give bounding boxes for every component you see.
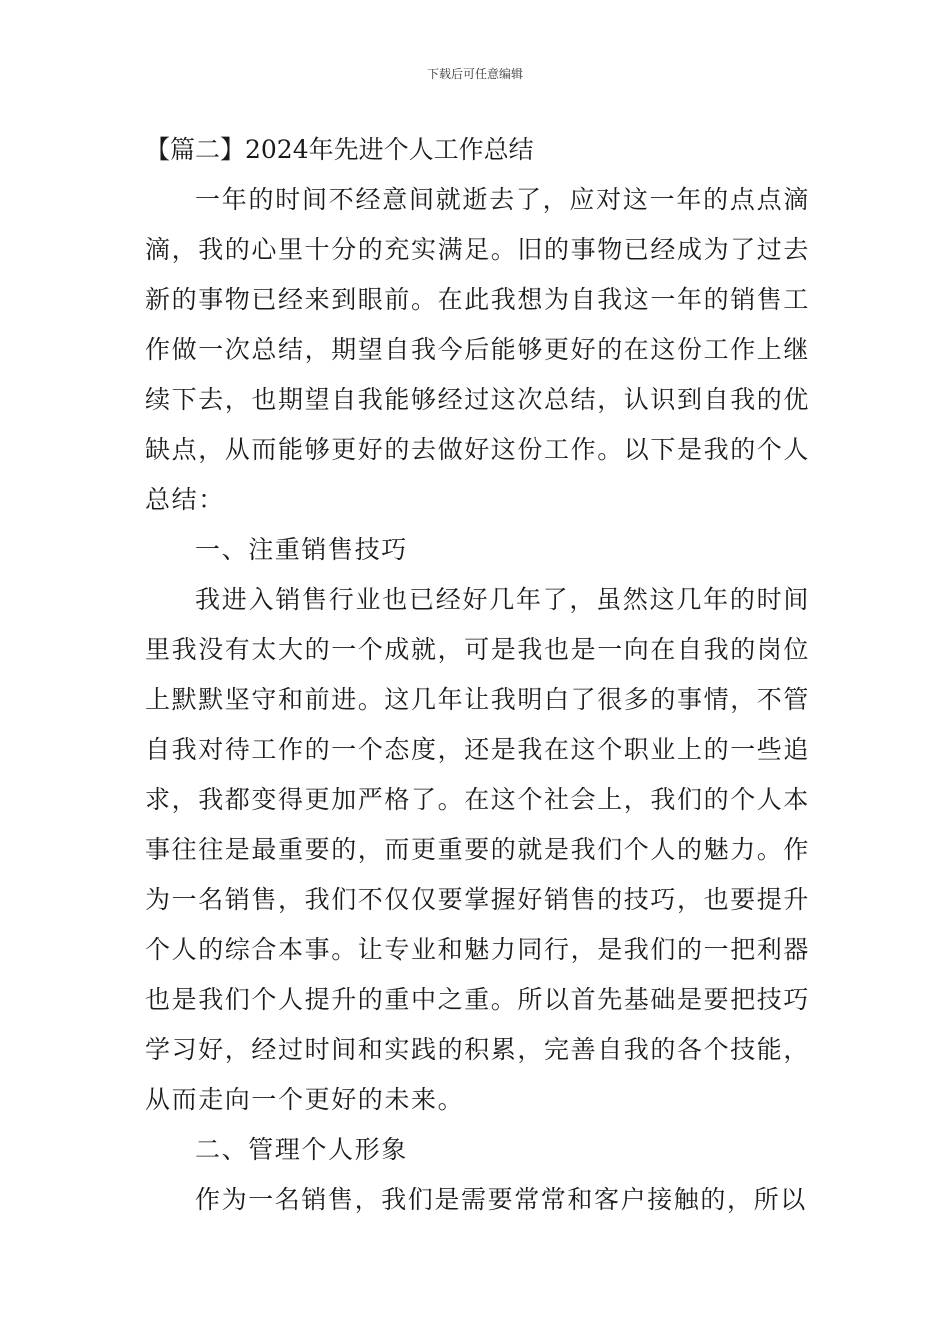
section-paragraph-personal-image: 作为一名销售，我们是需要常常和客户接触的，所以 xyxy=(195,1185,807,1214)
document-body xyxy=(145,125,810,1225)
document-title: 【篇二】2024年先进个人工作总结 xyxy=(145,135,534,164)
section-heading-personal-image: 二、管理个人形象 xyxy=(195,1135,408,1164)
section-paragraph-sales-skills: 我进入销售行业也已经好几年了，虽然这几年的时间里我没有太大的一个成就，可是我也是一向在自我的岗位上默默坚守和前进。这几年让我明白了很多的事情，不管自我对待工作的一个态度，还是我在这个职业上的一些追求，我都变得更加严格了。在这个社会上，我们的个人本事往往是最重要的，而更重要的就是我们个人的魅力。作为一名销售，我们不仅仅要掌握好销售的技巧，也要提升个人的综合本事。让专业和魅力同行，是我们的一把利器也是我们个人提升的重中之重。所以首先基础是要把技巧学习好，经过时间和实践的积累，完善自我的各个技能，从而走向一个更好的未来。 xyxy=(145,585,811,1114)
section-heading-sales-skills: 一、注重销售技巧 xyxy=(195,535,408,564)
intro-paragraph: 一年的时间不经意间就逝去了，应对这一年的点点滴滴，我的心里十分的充实满足。旧的事物已经成为了过去新的事物已经来到眼前。在此我想为自我这一年的销售工作做一次总结，期望自我今后能够更好的在这份工作上继续下去，也期望自我能够经过这次总结，认识到自我的优缺点，从而能够更好的去做好这份工作。以下是我的个人总结： xyxy=(145,185,811,514)
page-header-note: 下载后可任意编辑 xyxy=(426,67,523,81)
